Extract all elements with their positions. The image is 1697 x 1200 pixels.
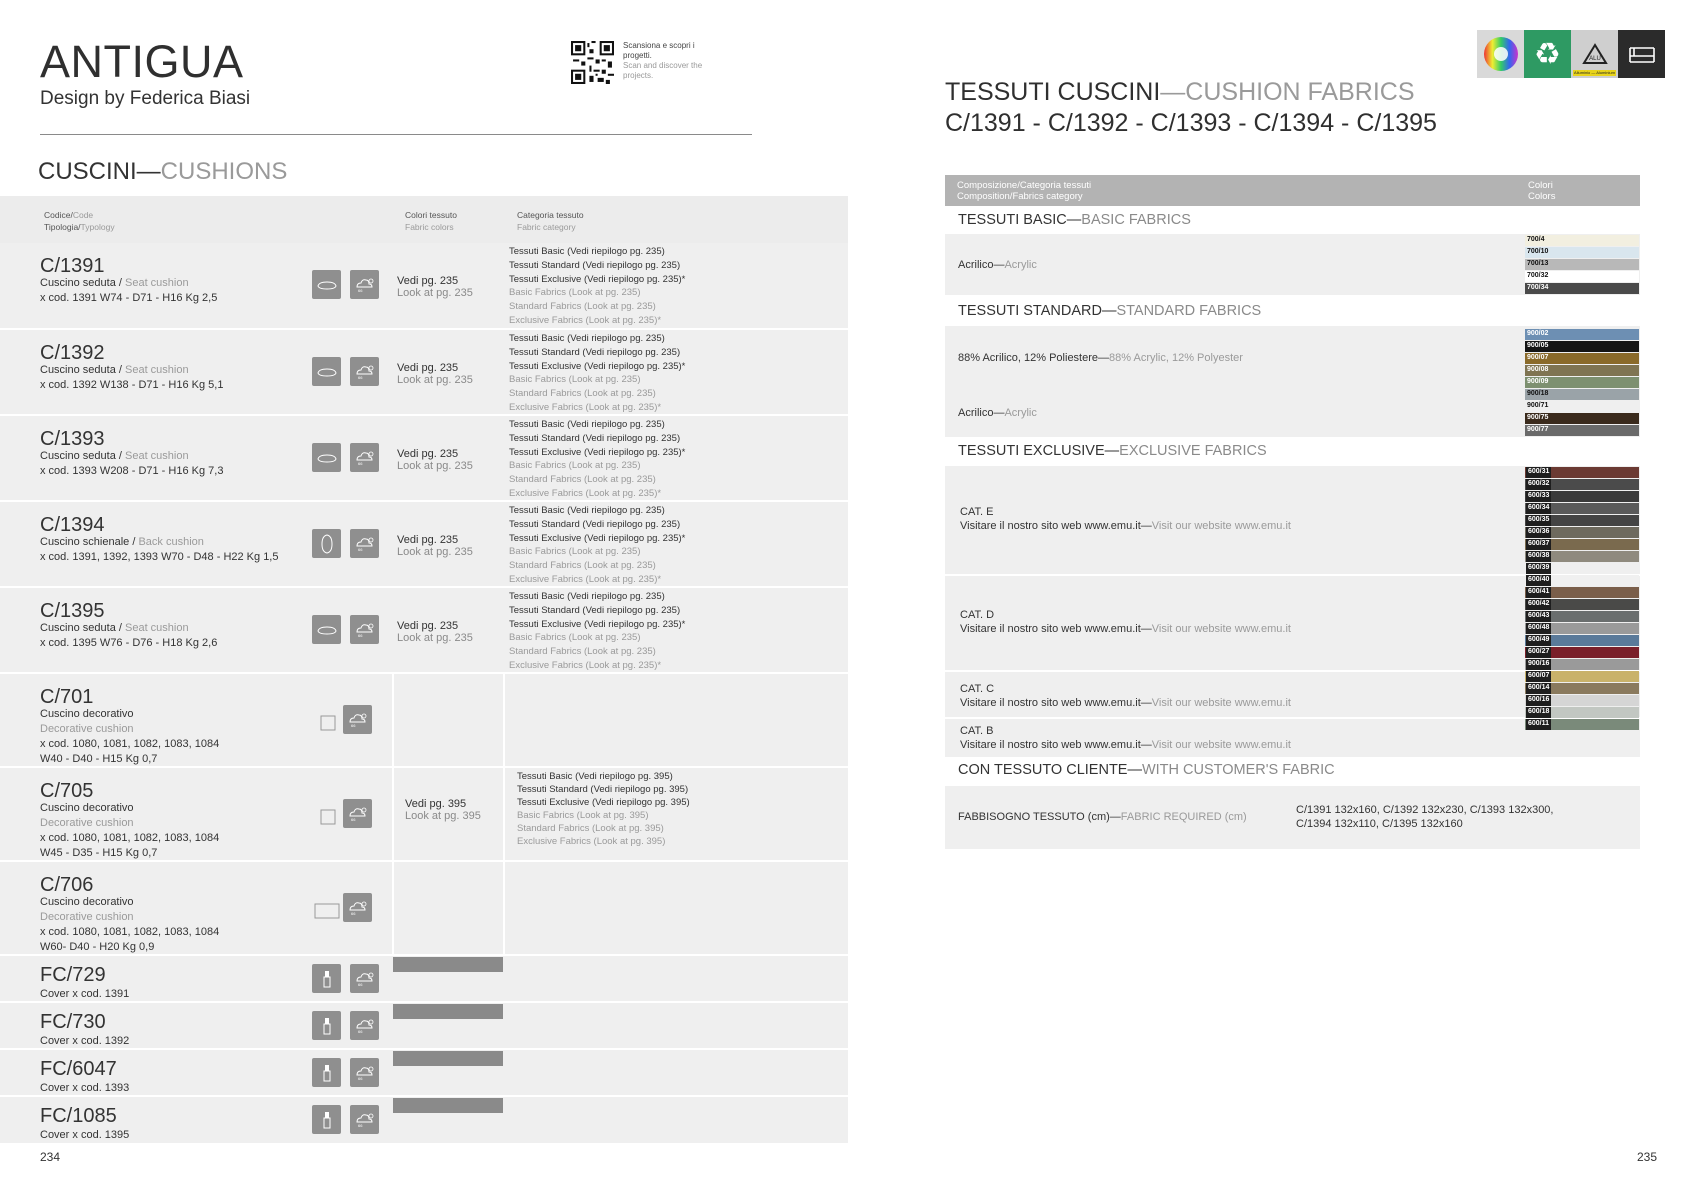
fabric-swatch[interactable]: 600/32	[1525, 479, 1639, 490]
fabric-swatch[interactable]: 600/18	[1525, 707, 1639, 718]
product-description: Cuscino seduta / Seat cushion x cod. 1392 W138 - D71 - H16 Kg 5,1	[40, 364, 224, 391]
svg-text:66: 66	[350, 722, 355, 728]
cover-icon	[312, 964, 341, 993]
color-wheel-icon	[1482, 35, 1520, 73]
table-row	[0, 416, 848, 500]
fabric-swatch[interactable]: 600/33	[1525, 491, 1639, 502]
fabric-swatch[interactable]: 600/42	[1525, 599, 1639, 610]
cat-b-text: CAT. B Visitare il nostro sito web www.emu.it—Visit our website www.emu.it	[960, 725, 1291, 751]
fabric-swatch[interactable]: 900/77	[1525, 425, 1639, 436]
qr-code-icon[interactable]	[571, 41, 614, 84]
outdoor-weather-icon	[343, 705, 372, 734]
table-row	[0, 956, 848, 1001]
product-description: Cover x cod. 1392	[40, 1035, 130, 1047]
fabric-colors-ref-decorative: Vedi pg. 395 Look at pg. 395	[405, 798, 481, 822]
table-row	[0, 1003, 848, 1048]
product-description: Cuscino decorativo Decorative cushion x cod. 1080, 1081, 1082, 1083, 1084 W40 - D40 - H15 Kg 0,7	[40, 708, 220, 765]
table-row	[0, 330, 848, 414]
fabric-colors-ref: Vedi pg. 235 Look at pg. 235	[397, 362, 473, 386]
sofa-icon	[1627, 42, 1657, 66]
seat-cushion-icon	[312, 270, 341, 299]
svg-text:66: 66	[357, 460, 362, 466]
fabric-swatch[interactable]: 600/36	[1525, 527, 1639, 538]
seat-cushion-icon	[312, 615, 341, 644]
color-wheel-badge	[1477, 30, 1524, 78]
product-badges	[1477, 30, 1665, 78]
cat-c-text: CAT. C Visitare il nostro sito web www.emu.it—Visit our website www.emu.it	[960, 683, 1291, 709]
product-code: C/1393	[40, 428, 105, 450]
fabric-swatch[interactable]: 600/27	[1525, 647, 1639, 658]
product-code: C/1395	[40, 600, 105, 622]
product-code: C/1392	[40, 342, 105, 364]
outdoor-weather-icon	[350, 529, 379, 558]
seat-cushion-icon	[312, 443, 341, 472]
section-exclusive-fabrics: TESSUTI EXCLUSIVE—EXCLUSIVE FABRICS	[958, 443, 1267, 459]
table-row	[0, 588, 848, 672]
table-row	[0, 1050, 848, 1095]
fabric-required-values: C/1391 132x160, C/1392 132x230, C/1393 132x300, C/1394 132x110, C/1395 132x160	[1296, 804, 1554, 830]
table-row	[0, 862, 848, 954]
product-description: Cover x cod. 1395	[40, 1129, 130, 1141]
product-code: C/1391	[40, 255, 105, 277]
outdoor-weather-icon	[350, 615, 379, 644]
outdoor-weather-icon	[350, 1105, 379, 1134]
fabric-swatch[interactable]: 900/05	[1525, 341, 1639, 352]
fabric-swatch[interactable]: 700/34	[1525, 283, 1639, 294]
outdoor-weather-icon	[343, 893, 372, 922]
svg-text:66: 66	[357, 374, 362, 380]
fabric-colors-ref: Vedi pg. 235 Look at pg. 235	[397, 275, 473, 299]
fabric-swatch[interactable]: 600/16	[1525, 695, 1639, 706]
page-title: ANTIGUA	[40, 36, 244, 87]
fabric-swatch[interactable]: 900/75	[1525, 413, 1639, 424]
fabric-required-label: FABBISOGNO TESSUTO (cm)—FABRIC REQUIRED (cm)	[958, 811, 1247, 823]
product-code: FC/6047	[40, 1058, 117, 1080]
header-fabric-colors: Colori tessuto Fabric colors	[405, 210, 457, 232]
svg-text:66: 66	[357, 981, 362, 987]
fabric-swatch[interactable]: 900/02	[1525, 329, 1639, 340]
fabric-colors-ref: Vedi pg. 235 Look at pg. 235	[397, 534, 473, 558]
product-description: Cuscino seduta / Seat cushion x cod. 1391 W74 - D71 - H16 Kg 2,5	[40, 277, 218, 304]
fabric-category-list: Tessuti Basic (Vedi riepilogo pg. 235) Tessuti Standard (Vedi riepilogo pg. 235) Tessuti Exclusive (Vedi riepilogo pg. 235)* Basic Fabrics (Look at pg. 235) Standard Fabrics (Look at pg. 235) Exclusive Fabrics (Look at pg. 235)*	[509, 591, 686, 671]
qr-caption: Scansiona e scopri i progetti. Scan and discover the projects.	[623, 41, 703, 80]
svg-text:66: 66	[357, 546, 362, 552]
product-code: FC/1085	[40, 1105, 117, 1127]
seat-cushion-icon	[312, 357, 341, 386]
product-description: Cuscino schienale / Back cushion x cod. 1391, 1392, 1393 W70 - D48 - H22 Kg 1,5	[40, 536, 279, 563]
fabric-colors-ref: Vedi pg. 235 Look at pg. 235	[397, 620, 473, 644]
svg-text:66: 66	[357, 1028, 362, 1034]
cat-d-text: CAT. D Visitare il nostro sito web www.emu.it—Visit our website www.emu.it	[960, 609, 1291, 635]
fabric-category-list: Tessuti Basic (Vedi riepilogo pg. 235) Tessuti Standard (Vedi riepilogo pg. 235) Tessuti Exclusive (Vedi riepilogo pg. 235)* Basic Fabrics (Look at pg. 235) Standard Fabrics (Look at pg. 235) Exclusive Fabrics (Look at pg. 235)*	[509, 419, 686, 499]
basic-composition: Acrilico—Acrylic	[958, 259, 1037, 271]
fabric-swatch[interactable]: 600/41	[1525, 587, 1639, 598]
product-code: C/1394	[40, 514, 105, 536]
fabric-swatch[interactable]: 900/07	[1525, 353, 1639, 364]
product-code: FC/730	[40, 1011, 106, 1033]
fabric-swatch[interactable]: 600/38	[1525, 551, 1639, 562]
column-divider	[503, 674, 505, 956]
outdoor-weather-icon	[343, 799, 372, 828]
fabric-swatch[interactable]: 600/31	[1525, 467, 1639, 478]
section-title-cushions: CUSCINI—CUSHIONS	[38, 158, 288, 185]
product-description: Cover x cod. 1391	[40, 988, 130, 1000]
sofa-badge	[1618, 30, 1665, 78]
table-header	[0, 196, 848, 243]
outdoor-weather-icon	[350, 443, 379, 472]
column-divider	[392, 674, 394, 956]
header-code-typology: Codice/Code Tipologia/Typology	[44, 210, 115, 232]
fabric-swatch[interactable]: 600/14	[1525, 683, 1639, 694]
fabric-colors-ref: Vedi pg. 235 Look at pg. 235	[397, 448, 473, 472]
table-row	[0, 243, 848, 328]
fabric-swatch[interactable]: 700/10	[1525, 247, 1639, 258]
table-row	[0, 1097, 848, 1143]
outdoor-weather-icon	[350, 270, 379, 299]
fabric-category-list: Tessuti Basic (Vedi riepilogo pg. 235) Tessuti Standard (Vedi riepilogo pg. 235) Tessuti Exclusive (Vedi riepilogo pg. 235)* Basic Fabrics (Look at pg. 235) Standard Fabrics (Look at pg. 235) Exclusive Fabrics (Look at pg. 235)*	[509, 246, 686, 326]
product-code: C/706	[40, 874, 94, 896]
fabric-swatch[interactable]: 900/16	[1525, 659, 1639, 670]
outdoor-weather-icon	[350, 357, 379, 386]
fabric-swatch[interactable]: 600/37	[1525, 539, 1639, 550]
not-applicable-bar	[393, 1098, 503, 1113]
table-row	[0, 502, 848, 586]
alu-icon	[1582, 43, 1608, 65]
fabric-swatch[interactable]: 700/32	[1525, 271, 1639, 282]
product-code: FC/729	[40, 964, 106, 986]
fabric-category-list-decorative: Tessuti Basic (Vedi riepilogo pg. 395) Tessuti Standard (Vedi riepilogo pg. 395) Tessuti Exclusive (Vedi riepilogo pg. 395) Basic Fabrics (Look at pg. 395) Standard Fabrics (Look at pg. 395) Exclusive Fabrics (Look at pg. 395)	[517, 771, 690, 847]
cover-icon	[312, 1011, 341, 1040]
recycle-icon: ♻	[1534, 36, 1561, 72]
fabric-swatch[interactable]: 600/49	[1525, 635, 1639, 646]
product-description: Cover x cod. 1393	[40, 1082, 130, 1094]
fabric-swatch[interactable]: 900/18	[1525, 389, 1639, 400]
svg-text:66: 66	[357, 632, 362, 638]
product-description: Cuscino decorativo Decorative cushion x cod. 1080, 1081, 1082, 1083, 1084 W45 - D35 - H15 Kg 0,7	[40, 802, 220, 859]
svg-text:66: 66	[357, 1122, 362, 1128]
designer-subtitle: Design by Federica Biasi	[40, 88, 251, 109]
product-description: Cuscino seduta / Seat cushion x cod. 1395 W76 - D76 - H18 Kg 2,6	[40, 622, 218, 649]
fabric-swatch[interactable]: 600/48	[1525, 623, 1639, 634]
fabric-category-list: Tessuti Basic (Vedi riepilogo pg. 235) Tessuti Standard (Vedi riepilogo pg. 235) Tessuti Exclusive (Vedi riepilogo pg. 235)* Basic Fabrics (Look at pg. 235) Standard Fabrics (Look at pg. 235) Exclusive Fabrics (Look at pg. 235)*	[509, 333, 686, 413]
header-divider	[40, 134, 752, 135]
fabric-category-list: Tessuti Basic (Vedi riepilogo pg. 235) Tessuti Standard (Vedi riepilogo pg. 235) Tessuti Exclusive (Vedi riepilogo pg. 235)* Basic Fabrics (Look at pg. 235) Standard Fabrics (Look at pg. 235) Exclusive Fabrics (Look at pg. 235)*	[509, 505, 686, 585]
svg-text:66: 66	[350, 816, 355, 822]
fabrics-title: TESSUTI CUSCINI—CUSHION FABRICS C/1391 - C/1392 - C/1393 - C/1394 - C/1395	[945, 78, 1437, 137]
section-standard-fabrics: TESSUTI STANDARD—STANDARD FABRICS	[958, 303, 1262, 319]
svg-text:66: 66	[357, 1075, 362, 1081]
recycle-badge	[1524, 30, 1571, 78]
fabric-swatch[interactable]: 600/34	[1525, 503, 1639, 514]
fabric-swatch[interactable]: 600/40	[1525, 575, 1639, 586]
decorative-cushion-icon	[317, 712, 338, 733]
table-row	[0, 674, 848, 766]
product-code: C/705	[40, 780, 94, 802]
svg-text:66: 66	[350, 910, 355, 916]
standard-composition-1: 88% Acrilico, 12% Poliestere—88% Acrylic, 12% Polyester	[958, 352, 1243, 364]
alu-badge: ALU Alluminio — Aluminium	[1571, 30, 1618, 78]
outdoor-weather-icon	[350, 1011, 379, 1040]
fabric-swatch[interactable]: 900/09	[1525, 377, 1639, 388]
fabric-swatch[interactable]: 600/35	[1525, 515, 1639, 526]
svg-text:66: 66	[357, 287, 362, 293]
not-applicable-bar	[393, 957, 503, 972]
fabric-swatch[interactable]: 900/08	[1525, 365, 1639, 376]
section-basic-fabrics: TESSUTI BASIC—BASIC FABRICS	[958, 212, 1191, 228]
product-description: Cuscino decorativo Decorative cushion x cod. 1080, 1081, 1082, 1083, 1084 W60- D40 - H20 Kg 0,9	[40, 896, 220, 953]
outdoor-weather-icon	[350, 1058, 379, 1087]
back-cushion-icon	[312, 529, 341, 558]
decorative-cushion-icon	[317, 806, 338, 827]
page-number-right: 235	[1637, 1150, 1658, 1164]
svg-text:ALU: ALU	[1588, 56, 1601, 62]
outdoor-weather-icon	[350, 964, 379, 993]
header-fabric-category: Categoria tessuto Fabric category	[517, 210, 584, 232]
section-customer-fabric: CON TESSUTO CLIENTE—WITH CUSTOMER'S FABRIC	[958, 762, 1335, 778]
fabric-swatch[interactable]: 600/39	[1525, 563, 1639, 574]
cover-icon	[312, 1105, 341, 1134]
fabric-swatch[interactable]: 600/11	[1525, 719, 1639, 730]
page-number-left: 234	[40, 1150, 61, 1164]
fabric-swatch[interactable]: 700/13	[1525, 259, 1639, 270]
cat-e-text: CAT. E Visitare il nostro sito web www.emu.it—Visit our website www.emu.it	[960, 506, 1291, 532]
not-applicable-bar	[393, 1004, 503, 1019]
fabrics-table-header: Composizione/Categoria tessuti Composition/Fabrics category Colori Colors	[945, 175, 1640, 206]
fabric-swatch[interactable]: 700/4	[1525, 235, 1639, 246]
fabric-swatch[interactable]: 600/43	[1525, 611, 1639, 622]
cover-icon	[312, 1058, 341, 1087]
fabric-swatch[interactable]: 900/71	[1525, 401, 1639, 412]
fabric-swatch[interactable]: 600/07	[1525, 671, 1639, 682]
standard-composition-2: Acrilico—Acrylic	[958, 407, 1037, 419]
decorative-cushion-icon	[311, 900, 342, 921]
product-code: C/701	[40, 686, 94, 708]
not-applicable-bar	[393, 1051, 503, 1066]
product-description: Cuscino seduta / Seat cushion x cod. 1393 W208 - D71 - H16 Kg 7,3	[40, 450, 224, 477]
